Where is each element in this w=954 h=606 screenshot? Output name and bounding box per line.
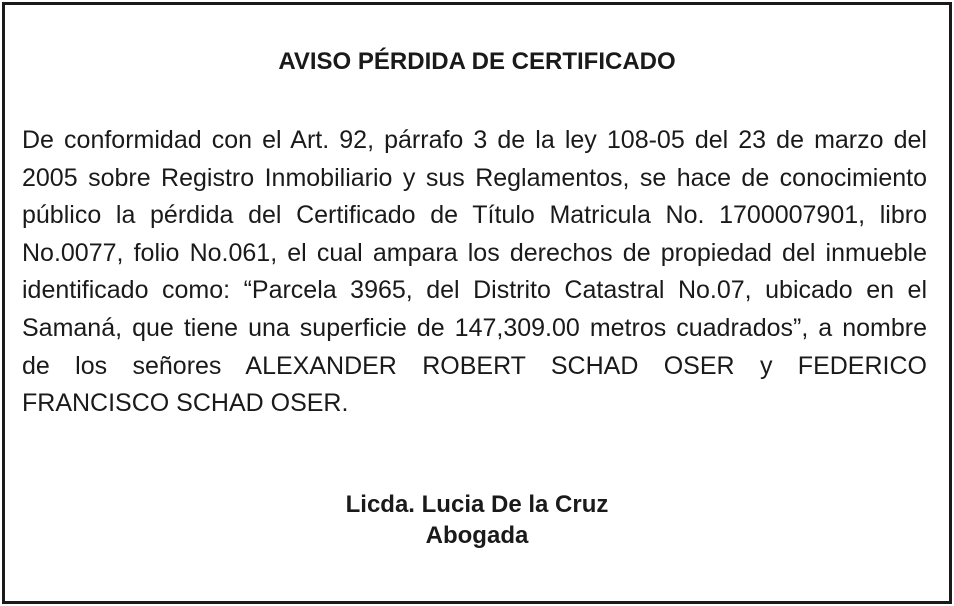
- notice-body: De conformidad con el Art. 92, párrafo 3 de la ley 108-05 del 23 de marzo del 2005 sobre Registro Inmobiliario y sus Reglamentos, se hace de conocimiento público la pérdida del Certificado de Título Matricula No. 1700007901, libro No.0077, folio No.061, el cual ampara los derechos de propiedad del inmueble identificado como: “Parcela 3965, del Distrito Catastral No.07, ubicado en el Samaná, que tiene una superficie de 147,309.00 metros cuadrados”, a nombre de los señores ALEXANDER ROBERT SCHAD OSER y FEDERICO FRANCISCO SCHAD OSER.: [22, 126, 927, 418]
- signature-role: Abogada: [425, 522, 529, 549]
- notice-box: [2, 2, 952, 604]
- signature-name: Licda. Lucia De la Cruz: [345, 491, 609, 518]
- notice-title: AVISO PÉRDIDA DE CERTIFICADO: [278, 48, 676, 75]
- signature-block: [5, 489, 949, 551]
